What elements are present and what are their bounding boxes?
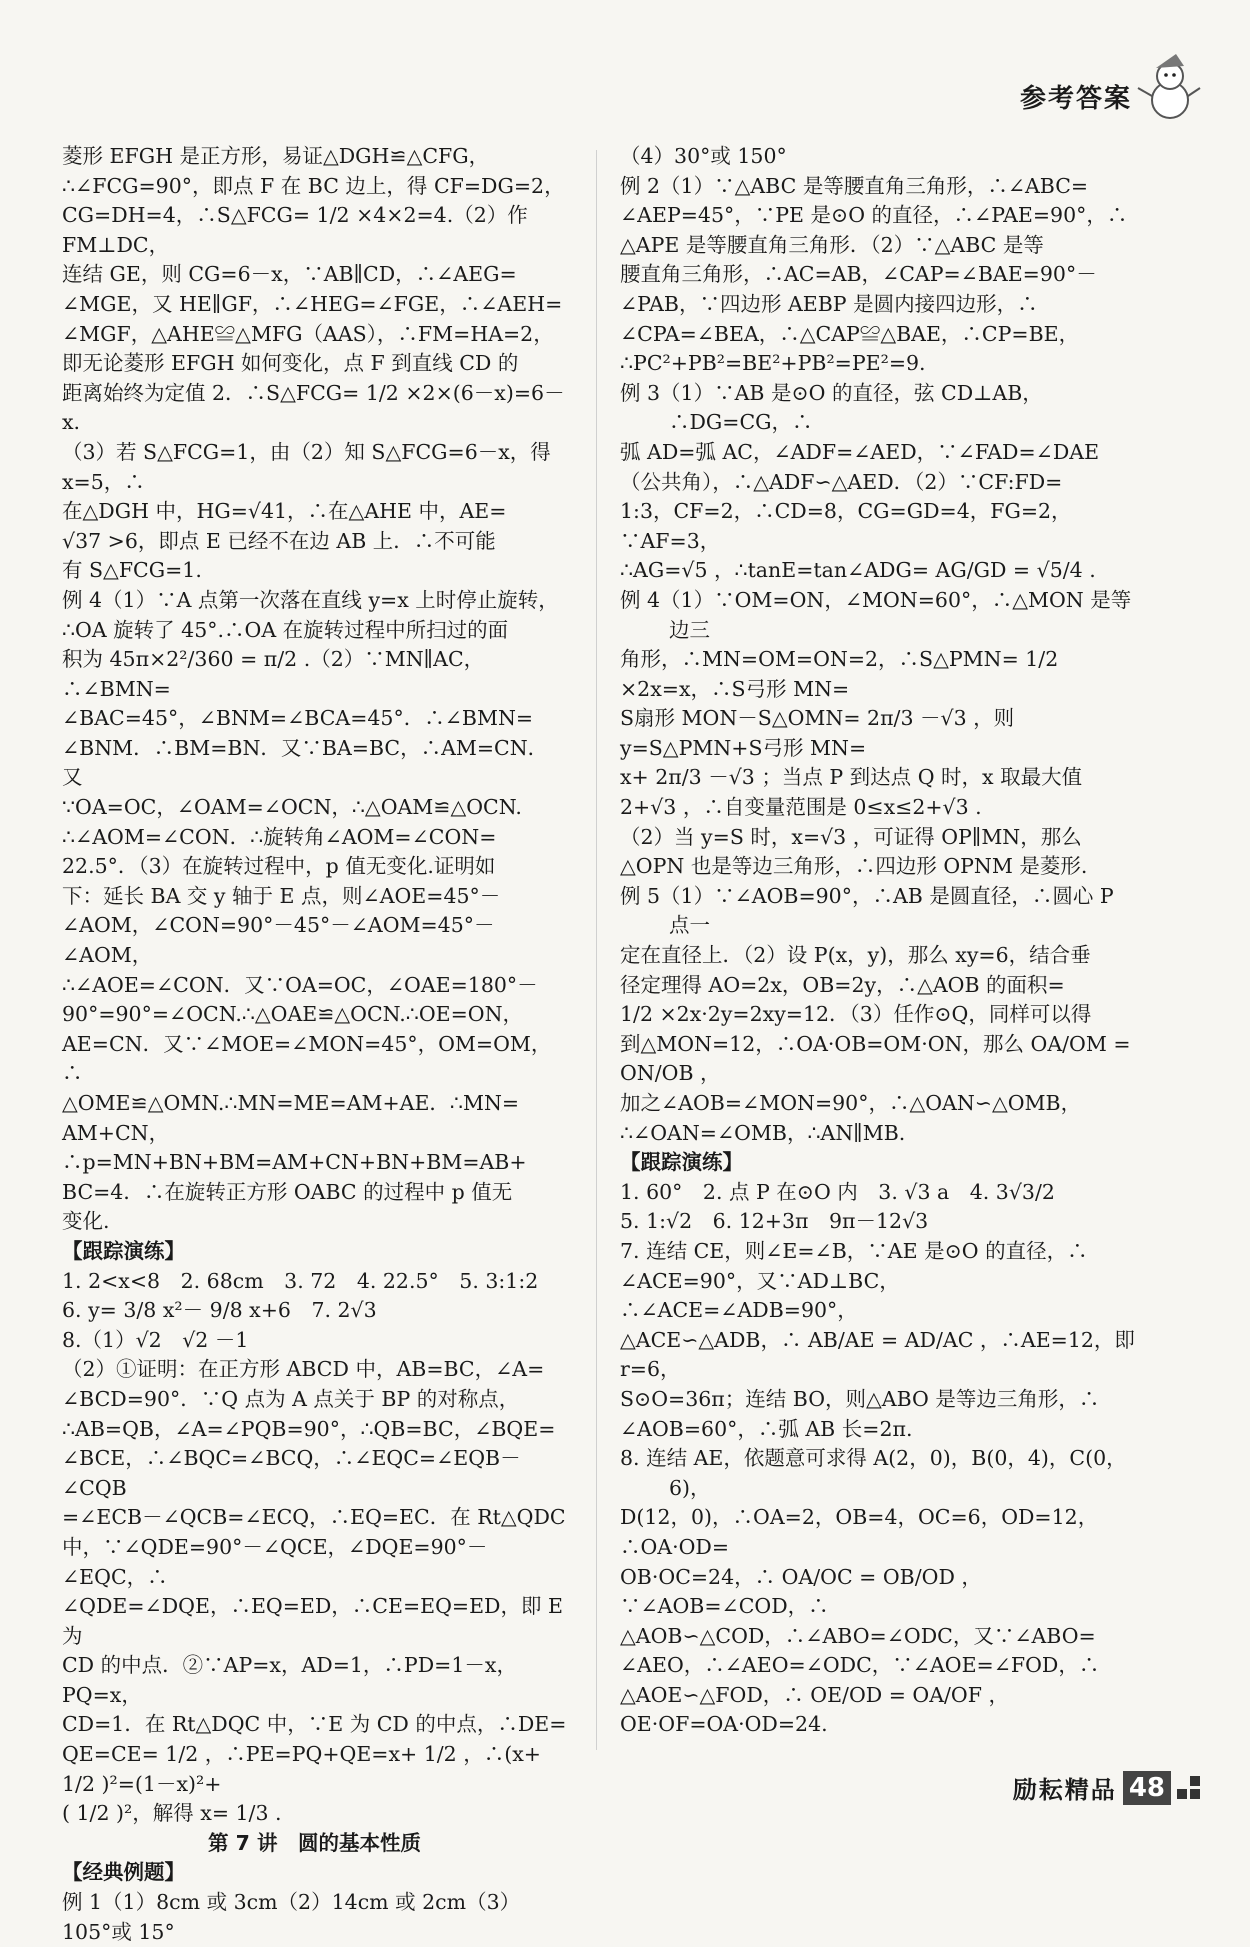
left-text-line: 【经典例题】 [62, 1860, 185, 1885]
right-text-line: ∠CPA=∠BEA，∴△CAP≌△BAE，∴CP=BE， [620, 321, 1080, 346]
right-text-line: 2+√3 ，∴自变量范围是 0≤x≤2+√3 . [620, 795, 982, 820]
right-text-line: 5. 1:√2 6. 12+3π 9π－12√3 [620, 1209, 929, 1234]
left-text-line: 距离始终为定值 2．∴S△FCG= 1/2 ×2×(6－x)=6－x. [62, 380, 565, 435]
right-text-line: △ACE∽△ADB，∴ AB/AE = AD/AC ，∴AE=12，即 r=6， [620, 1327, 1135, 1382]
left-text-line: ∠BCE，∴∠BQC=∠BCQ，∴∠EQC=∠EQB－∠CQB [62, 1446, 521, 1500]
right-text-line: ∠AEP=45°，∵PE 是⊙O 的直径，∴∠PAE=90°，∴ [620, 203, 1128, 228]
left-text-line: ∵OA=OC，∠OAM=∠OCN，∴△OAM≌△OCN. [62, 795, 522, 820]
left-text-line: CG=DH=4，∴S△FCG= 1/2 ×4×2=4.（2）作 FM⊥DC， [62, 203, 528, 257]
left-text-line: QE=CE= 1/2 ，∴PE=PQ+QE=x+ 1/2 ，∴(x+ 1/2 )²=(1－x)²+ [62, 1742, 541, 1796]
right-text-line: （4）30°或 150° [620, 144, 787, 168]
right-text-line: （公共角），∴△ADF∽△AED．（2）∵CF:FD= [620, 469, 1063, 494]
right-text-line: 【跟踪演练】 [620, 1150, 743, 1175]
right-text-line: 例 5（1）∵∠AOB=90°，∴AB 是圆直径，∴圆心 P 点一 [620, 883, 1114, 938]
right-text-line: ∴∠OAN=∠OMB，∴AN∥MB. [620, 1120, 906, 1145]
left-text-line: 1. 2<x<8 2. 68cm 3. 72 4. 22.5° 5. 3:1:2 [62, 1268, 539, 1293]
left-text-line: 6. y= 3/8 x²－ 9/8 x+6 7. 2√3 [62, 1298, 377, 1323]
header-title: 参考答案 [1019, 84, 1132, 114]
left-text-line: 积为 45π×2²/360 = π/2 .（2）∵MN∥AC，∴∠BMN= [62, 647, 485, 701]
left-text-line: 第 7 讲 圆的基本性质 [207, 1830, 422, 1855]
left-text-line: 中，∵∠QDE=90°－∠QCE，∠DQE=90°－∠EQC，∴ [62, 1534, 488, 1589]
right-text-line: S扇形 MON－S△OMN= 2π/3 －√3 ，则 y=S△PMN+S弓形 MN= [620, 706, 1015, 760]
left-text-line: ∠MGF，△AHE≌△MFG（AAS），∴FM=HA=2， [62, 321, 554, 346]
left-text-line: 连结 GE，则 CG=6－x，∵AB∥CD，∴∠AEG= [62, 262, 517, 287]
left-text-line: ∠BAC=45°，∠BNM=∠BCA=45°．∴∠BMN= [62, 706, 534, 731]
left-text-line: ∠BCD=90°．∵Q 点为 A 点关于 BP 的对称点， [62, 1386, 520, 1411]
left-text-line: ∴∠AOE=∠CON．又∵OA=OC，∠OAE=180°－ [62, 972, 538, 997]
right-text-line: ∠AOB=60°，∴弧 AB 长=2π. [620, 1416, 913, 1441]
left-text-line: 即无论菱形 EFGH 如何变化，点 F 到直线 CD 的 [62, 351, 519, 376]
corner-squares-icon [1177, 1776, 1200, 1799]
right-text-line: 径定理得 AO=2x，OB=2y，∴△AOB 的面积= [620, 972, 1065, 997]
right-text-line: 1. 60° 2. 点 P 在⊙O 内 3. √3 a 4. 3√3/2 [620, 1179, 1055, 1204]
right-text-line: 到△MON=12，∴OA·OB=OM·ON，那么 OA/OM = ON/OB ， [620, 1031, 1131, 1086]
left-text-line: 例 4（1）∵A 点第一次落在直线 y=x 上时停止旋转， [62, 587, 559, 612]
left-text-line: ∴OA 旋转了 45°.∴OA 在旋转过程中所扫过的面 [62, 617, 509, 642]
left-text-line: 例 1（1）8cm 或 3cm（2）14cm 或 2cm（3）105°或 15° [62, 1890, 521, 1944]
right-text-line: 8. 连结 AE，依题意可求得 A(2，0)，B(0，4)，C(0，6)， [620, 1446, 1127, 1500]
left-text-line: 90°=90°=∠OCN.∴△OAE≌△OCN.∴OE=ON， [62, 1002, 524, 1027]
right-text-line: 例 2（1）∵△ABC 是等腰直角三角形，∴∠ABC= [620, 173, 1089, 198]
right-text-line: △AOB∽△COD，∴∠ABO=∠ODC，又∵∠ABO= [620, 1623, 1096, 1648]
left-text-line: 变化. [62, 1209, 110, 1234]
right-text-line: ∠ACE=90°，又∵AD⊥BC，∴∠ACE=∠ADB=90°， [620, 1268, 900, 1323]
snowman-icon [1132, 52, 1202, 122]
right-text-line: △OPN 也是等边三角形，∴四边形 OPNM 是菱形. [620, 854, 1088, 879]
left-text-line: CD=1．在 Rt△DQC 中，∵E 为 CD 的中点，∴DE= [62, 1712, 567, 1737]
left-text-line: 在△DGH 中，HG=√41，∴在△AHE 中，AE= [62, 499, 507, 524]
left-text-line: ∴∠FCG=90°，即点 F 在 BC 边上，得 CF=DG=2， [62, 173, 565, 198]
right-text-line: 腰直角三角形，∴AC=AB，∠CAP=∠BAE=90°－ [620, 262, 1097, 287]
left-text-line: 下：延长 BA 交 y 轴于 E 点，则∠AOE=45°－ [62, 883, 501, 908]
left-column [62, 142, 567, 1947]
right-text-line: ∴AG=√5 ，∴tanE=tan∠ADG= AG/GD = √5/4 . [620, 558, 1096, 583]
left-text-line: ∴AB=QB，∠A=∠PQB=90°，∴QB=BC，∠BQE= [62, 1416, 556, 1441]
left-text-line: 菱形 EFGH 是正方形，易证△DGH≌△CFG， [62, 144, 490, 168]
left-text-line: 22.5°．（3）在旋转过程中，p 值无变化.证明如 [62, 854, 496, 879]
page-footer [1013, 1770, 1200, 1805]
left-text-line: ∠QDE=∠DQE，∴EQ=ED，∴CE=EQ=ED，即 E 为 [62, 1594, 563, 1648]
left-text-line: ( 1/2 )²，解得 x= 1/3 . [62, 1801, 282, 1826]
brand-label: 励耘精品 [1012, 1776, 1117, 1804]
right-text-line: （2）当 y=S 时，x=√3 ，可证得 OP∥MN，那么 [620, 824, 1082, 849]
right-column [620, 142, 1135, 1740]
left-text-line: ∠BNM．∴BM=BN．又∵BA=BC，∴AM=CN．又 [62, 735, 549, 790]
right-text-line: ∠AEO，∴∠AEO=∠ODC，∵∠AOE=∠FOD，∴ [620, 1653, 1100, 1678]
right-text-line: 1:3，CF=2，∴CD=8，CG=GD=4，FG=2，∵AF=3， [620, 499, 1072, 553]
right-text-line: 1/2 ×2x·2y=2xy=12．（3）任作⊙Q，同样可以得 [620, 1002, 1092, 1027]
right-text-line: 例 3（1）∵AB 是⊙O 的直径，弦 CD⊥AB，∴DG=CG，∴ [620, 380, 1043, 435]
left-text-line: ∴∠AOM=∠CON．∴旋转角∠AOM=∠CON= [62, 824, 497, 849]
left-text-line: BC=4．∴在旋转正方形 OABC 的过程中 p 值无 [62, 1179, 513, 1204]
left-text-line: AM+CN，∴p=MN+BN+BM=AM+CN+BN+BM=AB+ [62, 1120, 527, 1175]
right-text-line: 角形，∴MN=OM=ON=2，∴S△PMN= 1/2 ×2x=x，∴S弓形 MN= [620, 647, 1059, 701]
left-text-line: （2）①证明：在正方形 ABCD 中，AB=BC，∠A= [62, 1357, 545, 1382]
left-text-line: ∠MGE，又 HE∥GF，∴∠HEG=∠FGE，∴∠AEH= [62, 291, 563, 316]
right-text-line: 定在直径上．（2）设 P(x，y)，那么 xy=6，结合垂 [620, 943, 1091, 968]
left-text-line: CD 的中点．②∵AP=x，AD=1，∴PD=1－x，PQ=x， [62, 1653, 517, 1707]
left-text-line: △OME≌△OMN.∴MN=ME=AM+AE．∴MN= [62, 1091, 520, 1115]
left-text-line: √37 >6，即点 E 已经不在边 AB 上．∴不可能 [62, 528, 496, 553]
left-text-line: （3）若 S△FCG=1，由（2）知 S△FCG=6－x，得 x=5，∴ [62, 439, 551, 494]
left-text-line: 8.（1）√2 √2 －1 [62, 1327, 249, 1352]
left-text-line: =∠ECB－∠QCB=∠ECQ，∴EQ=EC．在 Rt△QDC [62, 1505, 566, 1530]
right-text-line: 弧 AD=弧 AC，∠ADF=∠AED，∵∠FAD=∠DAE [620, 439, 1100, 464]
left-text-line: AE=CN．又∵∠MOE=∠MON=45°，OM=OM，∴ [62, 1031, 552, 1086]
right-text-line: 加之∠AOB=∠MON=90°，∴△OAN∽△OMB， [620, 1091, 1082, 1115]
page-number: 48 [1123, 1771, 1171, 1805]
column-divider [596, 150, 597, 1750]
right-text-line: ∠PAB，∵四边形 AEBP 是圆内接四边形，∴ [620, 291, 1038, 316]
right-text-line: ∴PC²+PB²=BE²+PB²=PE²=9. [620, 351, 926, 376]
right-text-line: x+ 2π/3 －√3 ；当点 P 到达点 Q 时，x 取最大值 [620, 765, 1083, 790]
right-text-line: 7. 连结 CE，则∠E=∠B，∵AE 是⊙O 的直径，∴ [620, 1238, 1088, 1263]
right-text-line: S⊙O=36π；连结 BO，则△ABO 是等边三角形，∴ [620, 1386, 1100, 1411]
right-text-line: OB·OC=24，∴ OA/OC = OB/OD ，∵∠AOB=∠COD，∴ [620, 1564, 982, 1619]
left-text-line: 有 S△FCG=1. [62, 558, 202, 583]
right-text-line: △AOE∽△FOD，∴ OE/OD = OA/OF ，OE·OF=OA·OD=24. [620, 1682, 1009, 1737]
left-text-line: 【跟踪演练】 [62, 1238, 185, 1263]
right-text-line: D(12，0)，∴OA=2，OB=4，OC=6，OD=12，∴OA·OD= [620, 1505, 1099, 1559]
left-text-line: ∠AOM，∠CON=90°－45°－∠AOM=45°－∠AOM， [62, 913, 495, 968]
right-text-line: △APE 是等腰直角三角形．（2）∵△ABC 是等 [620, 232, 1044, 257]
right-text-line: 例 4（1）∵OM=ON，∠MON=60°，∴△MON 是等边三 [620, 587, 1132, 642]
